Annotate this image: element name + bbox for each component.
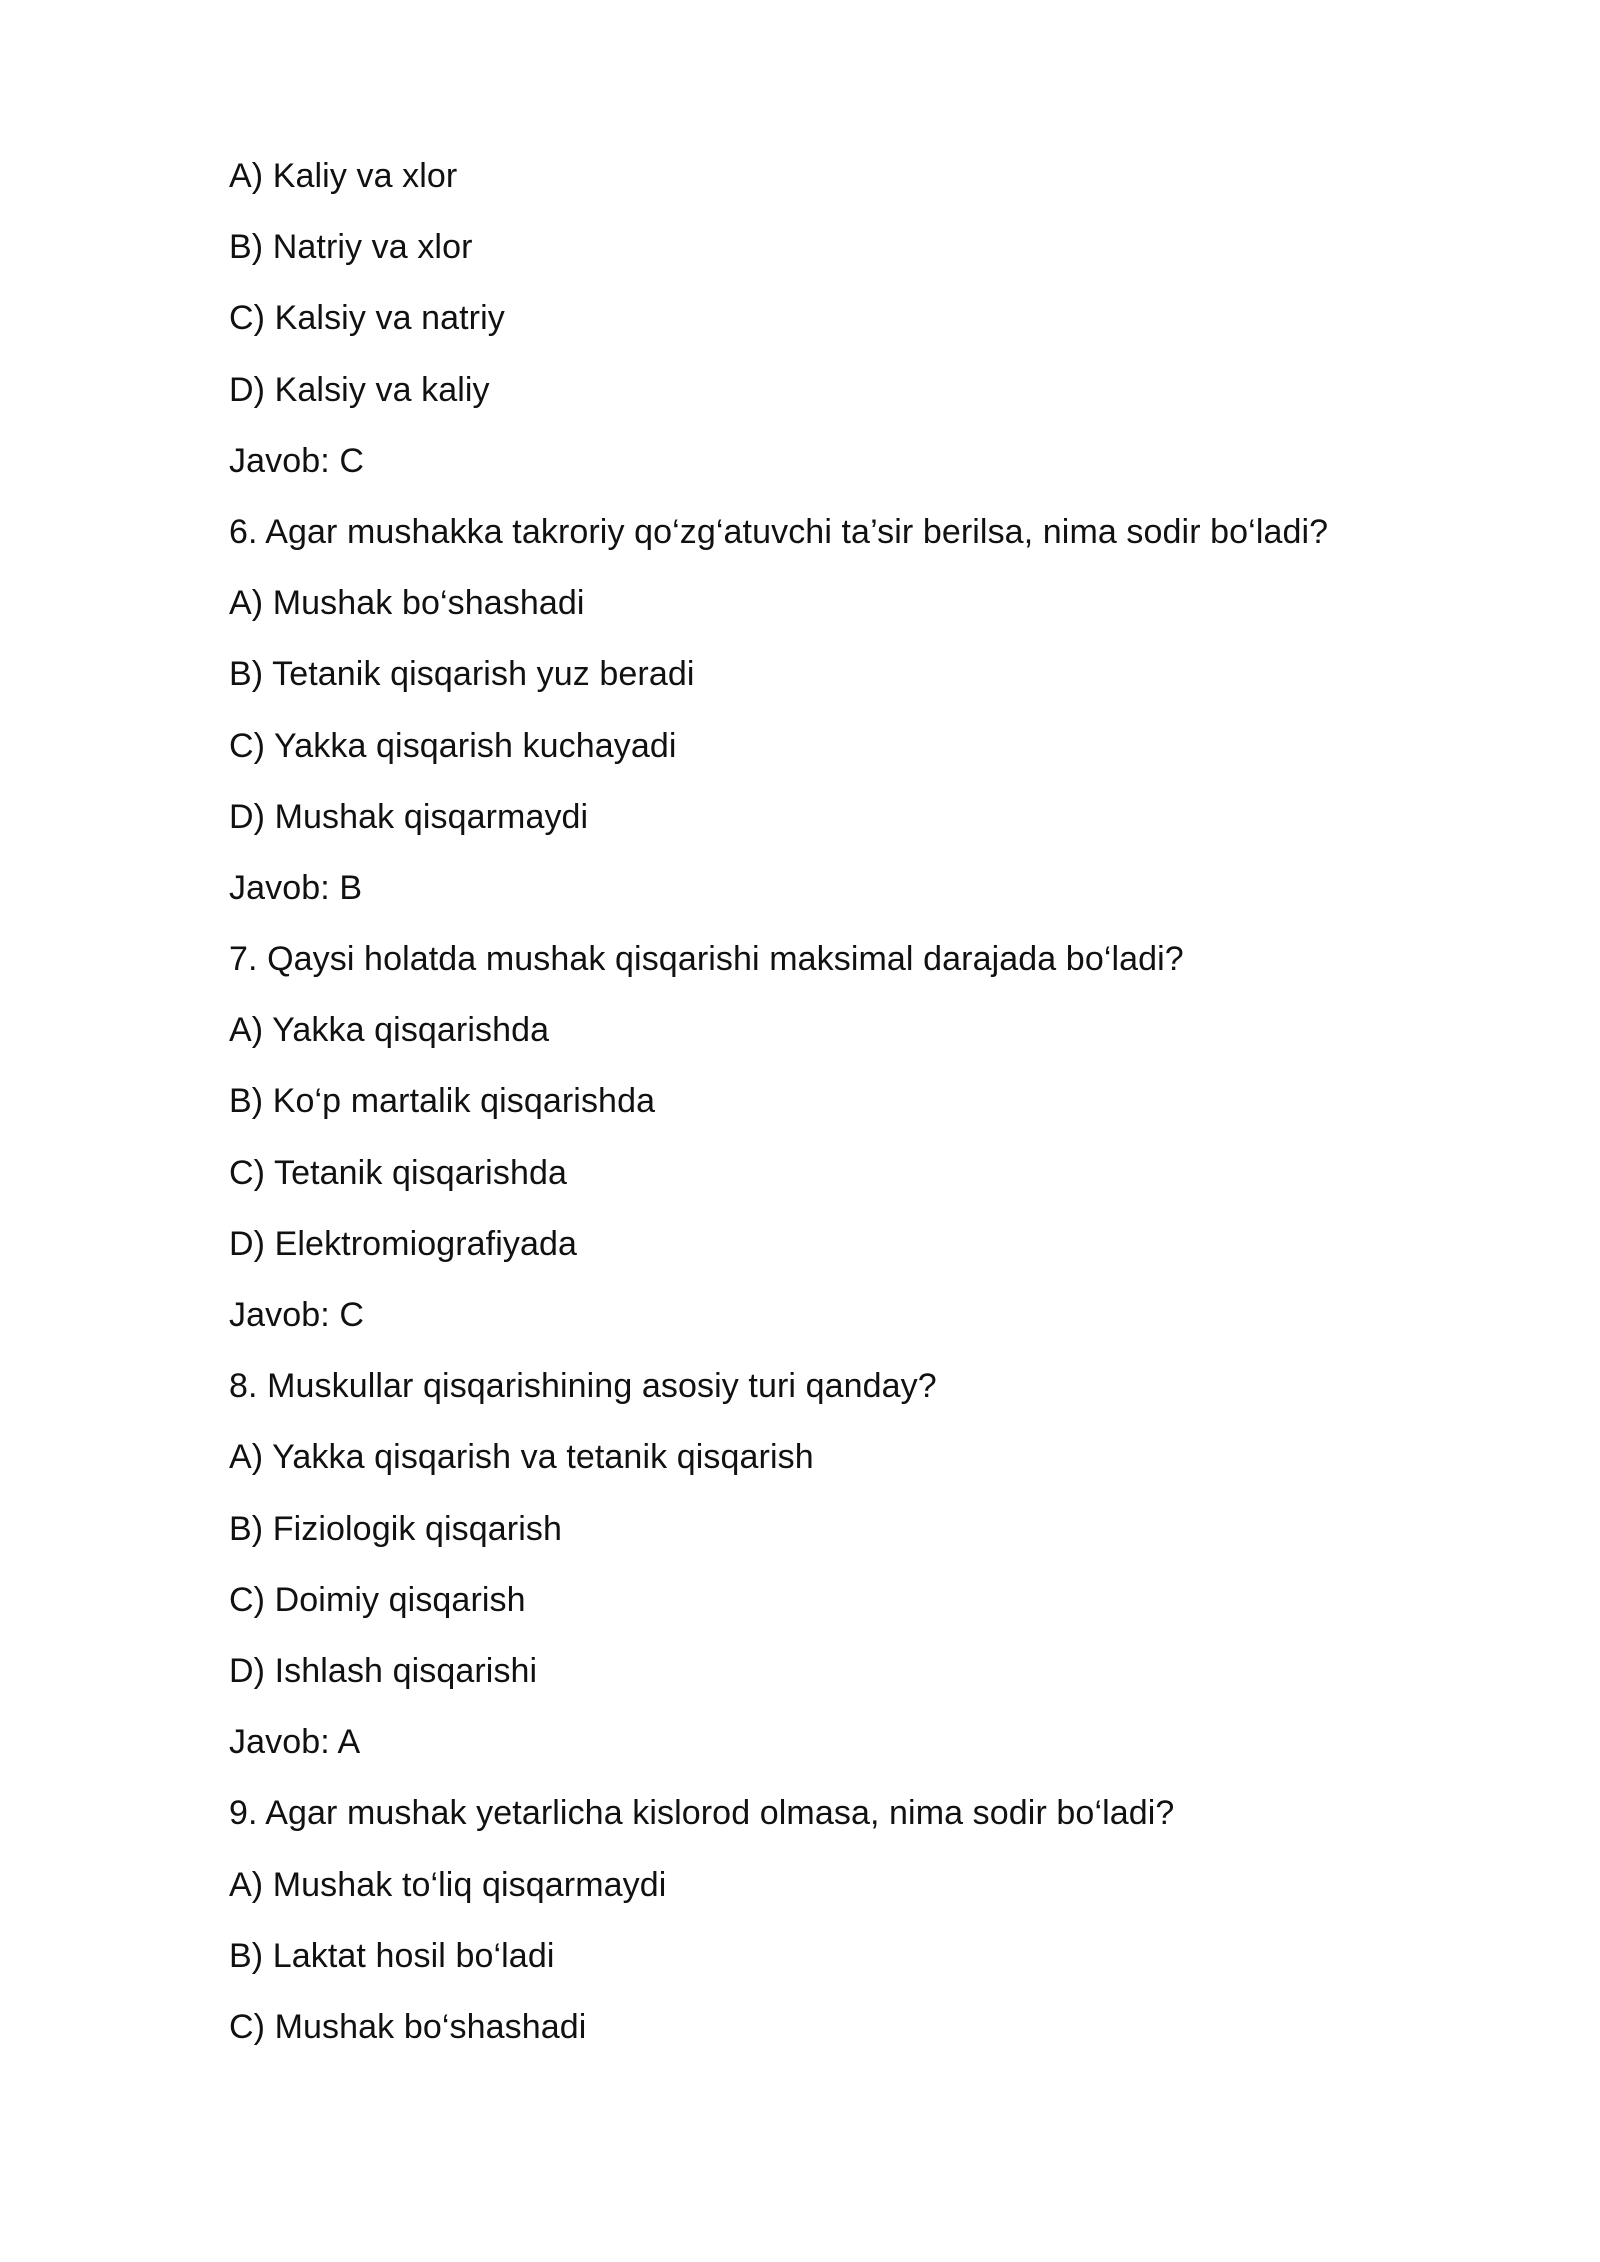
option-line: A) Yakka qisqarish va tetanik qisqarish: [229, 1438, 814, 1477]
question-line: 6. Agar mushakka takroriy qo‘zg‘atuvchi ta’sir berilsa, nima sodir bo‘ladi?: [229, 512, 1329, 551]
answer-line: Javob: C: [229, 1296, 364, 1334]
option-line: D) Kalsiy va kaliy: [229, 370, 490, 409]
option-line: A) Mushak to‘liq qisqarmaydi: [229, 1865, 667, 1904]
quiz-text: [229, 148, 1489, 2070]
answer-line: Javob: A: [229, 1723, 361, 1762]
option-line: A) Yakka qisqarishda: [229, 1011, 550, 1050]
option-line: A) Kaliy va xlor: [229, 157, 458, 195]
option-line: D) Mushak qisqarmaydi: [229, 797, 589, 836]
question-line: 7. Qaysi holatda mushak qisqarishi maksimal darajada bo‘ladi?: [229, 940, 1184, 979]
answer-line: Javob: C: [229, 441, 364, 480]
option-line: C) Yakka qisqarish kuchayadi: [229, 726, 677, 765]
answer-line: Javob: B: [229, 868, 363, 907]
option-line: B) Ko‘p martalik qisqarishda: [229, 1082, 656, 1121]
option-line: B) Natriy va xlor: [229, 228, 473, 267]
option-line: B) Fiziologik qisqarish: [229, 1509, 562, 1548]
option-line: C) Kalsiy va natriy: [229, 299, 505, 338]
option-line: B) Laktat hosil bo‘ladi: [229, 1936, 555, 1975]
option-line: C) Mushak bo‘shashadi: [229, 2007, 587, 2046]
question-line: 8. Muskullar qisqarishining asosiy turi qanday?: [229, 1367, 937, 1406]
question-line: 9. Agar mushak yetarlicha kislorod olmasa, nima sodir bo‘ladi?: [229, 1794, 1175, 1833]
option-line: B) Tetanik qisqarish yuz beradi: [229, 655, 695, 694]
option-line: C) Doimiy qisqarish: [229, 1580, 526, 1619]
option-line: C) Tetanik qisqarishda: [229, 1153, 567, 1192]
option-line: D) Elektromiografiyada: [229, 1224, 577, 1263]
option-line: D) Ishlash qisqarishi: [229, 1651, 538, 1690]
option-line: A) Mushak bo‘shashadi: [229, 584, 585, 623]
